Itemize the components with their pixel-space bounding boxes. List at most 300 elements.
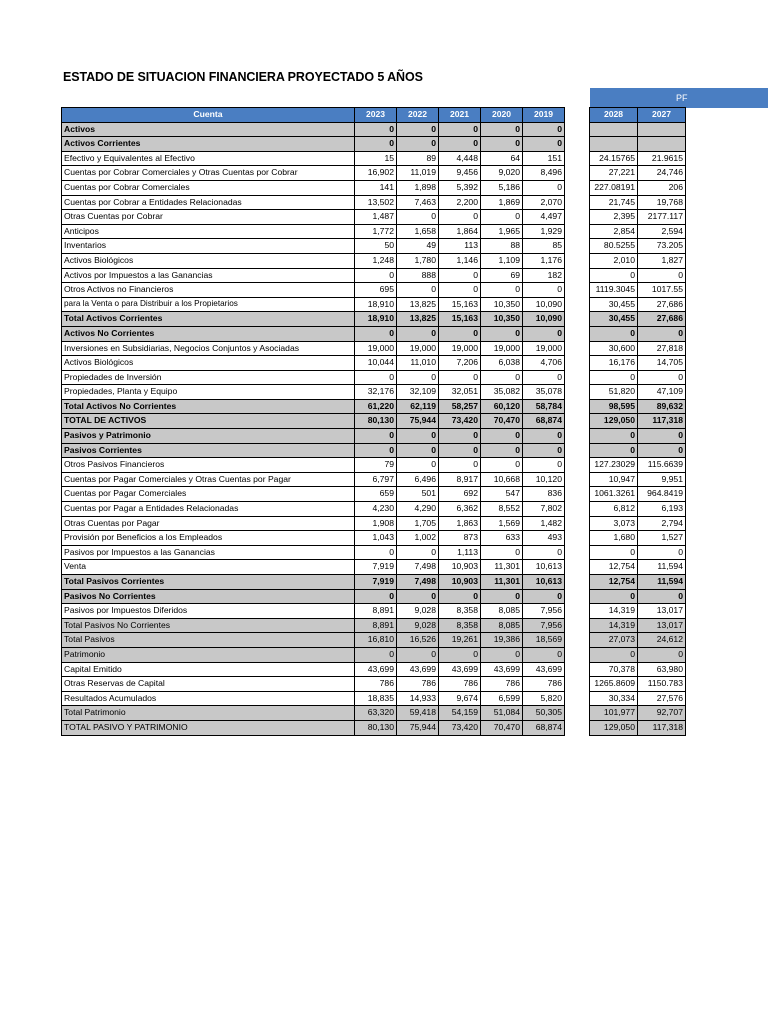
value-cell-2020[interactable]: 9,020 (481, 166, 523, 181)
projection-cell-2027[interactable]: 14,705 (638, 356, 686, 371)
value-cell-2020[interactable]: 786 (481, 677, 523, 692)
value-cell-2023[interactable]: 695 (355, 283, 397, 298)
value-cell-2019[interactable]: 85 (523, 239, 565, 254)
value-cell-2023[interactable]: 0 (355, 443, 397, 458)
value-cell-2020[interactable]: 1,965 (481, 224, 523, 239)
account-label-cell[interactable]: Pasivos y Patrimonio (62, 429, 355, 444)
value-cell-2021[interactable]: 8,358 (439, 618, 481, 633)
value-cell-2020[interactable]: 8,552 (481, 502, 523, 517)
value-cell-2019[interactable]: 0 (523, 137, 565, 152)
projection-cell-2027[interactable]: 92,707 (638, 706, 686, 721)
value-cell-2023[interactable]: 79 (355, 458, 397, 473)
projection-cell-2027[interactable]: 27,576 (638, 691, 686, 706)
value-cell-2023[interactable]: 1,908 (355, 516, 397, 531)
value-cell-2019[interactable]: 0 (523, 443, 565, 458)
projection-cell-2028[interactable]: 51,820 (590, 385, 638, 400)
value-cell-2023[interactable]: 80,130 (355, 720, 397, 735)
projection-cell-2028[interactable]: 0 (590, 443, 638, 458)
value-cell-2023[interactable]: 0 (355, 268, 397, 283)
projection-cell-2027[interactable]: 0 (638, 429, 686, 444)
value-cell-2020[interactable]: 633 (481, 531, 523, 546)
value-cell-2019[interactable]: 151 (523, 151, 565, 166)
projection-cell-2028[interactable]: 1061.3261 (590, 487, 638, 502)
value-cell-2021[interactable]: 6,362 (439, 502, 481, 517)
projection-cell-2027[interactable]: 24,746 (638, 166, 686, 181)
projection-cell-2028[interactable]: 30,455 (590, 297, 638, 312)
value-cell-2022[interactable]: 0 (397, 210, 439, 225)
projection-cell-2027[interactable]: 13,017 (638, 618, 686, 633)
value-cell-2021[interactable]: 8,358 (439, 604, 481, 619)
account-label-cell[interactable]: Activos No Corrientes (62, 326, 355, 341)
account-label-cell[interactable]: Total Pasivos (62, 633, 355, 648)
projection-cell-2028[interactable]: 1,680 (590, 531, 638, 546)
value-cell-2020[interactable]: 0 (481, 370, 523, 385)
projection-cell-2028[interactable]: 0 (590, 268, 638, 283)
value-cell-2021[interactable]: 0 (439, 283, 481, 298)
projection-cell-2028[interactable]: 129,050 (590, 414, 638, 429)
value-cell-2020[interactable]: 19,386 (481, 633, 523, 648)
value-cell-2020[interactable]: 43,699 (481, 662, 523, 677)
value-cell-2019[interactable]: 4,497 (523, 210, 565, 225)
projection-cell-2027[interactable]: 89,632 (638, 399, 686, 414)
projection-cell-2027[interactable]: 0 (638, 370, 686, 385)
projection-cell-2027[interactable]: 0 (638, 268, 686, 283)
value-cell-2022[interactable]: 1,658 (397, 224, 439, 239)
projection-cell-2027[interactable]: 73.205 (638, 239, 686, 254)
value-cell-2020[interactable]: 0 (481, 122, 523, 137)
header-account[interactable]: Cuenta (62, 108, 355, 123)
header-year[interactable]: 2022 (397, 108, 439, 123)
value-cell-2023[interactable]: 0 (355, 429, 397, 444)
account-label-cell[interactable]: Activos Corrientes (62, 137, 355, 152)
value-cell-2019[interactable]: 43,699 (523, 662, 565, 677)
account-label-cell[interactable]: Cuentas por Cobrar a Entidades Relacionadas (62, 195, 355, 210)
value-cell-2021[interactable]: 0 (439, 370, 481, 385)
value-cell-2019[interactable]: 8,496 (523, 166, 565, 181)
account-label-cell[interactable]: Pasivos Corrientes (62, 443, 355, 458)
value-cell-2022[interactable]: 1,705 (397, 516, 439, 531)
projection-cell-2027[interactable]: 117,318 (638, 414, 686, 429)
value-cell-2021[interactable]: 73,420 (439, 414, 481, 429)
projection-cell-2028[interactable]: 127.23029 (590, 458, 638, 473)
value-cell-2022[interactable]: 501 (397, 487, 439, 502)
projection-cell-2028[interactable]: 70,378 (590, 662, 638, 677)
projection-cell-2028[interactable]: 98,595 (590, 399, 638, 414)
value-cell-2023[interactable]: 43,699 (355, 662, 397, 677)
value-cell-2021[interactable]: 8,917 (439, 472, 481, 487)
value-cell-2022[interactable]: 7,498 (397, 560, 439, 575)
value-cell-2022[interactable]: 0 (397, 589, 439, 604)
value-cell-2021[interactable]: 58,257 (439, 399, 481, 414)
value-cell-2023[interactable]: 18,910 (355, 297, 397, 312)
value-cell-2020[interactable]: 0 (481, 429, 523, 444)
value-cell-2021[interactable]: 43,699 (439, 662, 481, 677)
value-cell-2023[interactable]: 8,891 (355, 618, 397, 633)
value-cell-2023[interactable]: 7,919 (355, 560, 397, 575)
value-cell-2022[interactable]: 11,010 (397, 356, 439, 371)
value-cell-2021[interactable]: 73,420 (439, 720, 481, 735)
value-cell-2020[interactable]: 35,082 (481, 385, 523, 400)
projection-cell-2027[interactable]: 27,686 (638, 312, 686, 327)
value-cell-2023[interactable]: 786 (355, 677, 397, 692)
value-cell-2019[interactable]: 0 (523, 458, 565, 473)
account-label-cell[interactable]: Propiedades de Inversión (62, 370, 355, 385)
value-cell-2020[interactable]: 0 (481, 647, 523, 662)
value-cell-2019[interactable]: 35,078 (523, 385, 565, 400)
projection-cell-2028[interactable]: 101,977 (590, 706, 638, 721)
value-cell-2020[interactable]: 0 (481, 283, 523, 298)
value-cell-2022[interactable]: 7,498 (397, 575, 439, 590)
value-cell-2020[interactable]: 0 (481, 458, 523, 473)
value-cell-2023[interactable]: 16,902 (355, 166, 397, 181)
value-cell-2023[interactable]: 16,810 (355, 633, 397, 648)
value-cell-2022[interactable]: 7,463 (397, 195, 439, 210)
value-cell-2023[interactable]: 6,797 (355, 472, 397, 487)
value-cell-2019[interactable]: 18,569 (523, 633, 565, 648)
account-label-cell[interactable]: Venta (62, 560, 355, 575)
projection-cell-2028[interactable]: 6,812 (590, 502, 638, 517)
value-cell-2020[interactable]: 547 (481, 487, 523, 502)
value-cell-2022[interactable]: 786 (397, 677, 439, 692)
value-cell-2021[interactable]: 0 (439, 458, 481, 473)
projection-cell-2027[interactable] (638, 122, 686, 137)
projection-cell-2028[interactable]: 1119.3045 (590, 283, 638, 298)
projection-cell-2028[interactable]: 3,073 (590, 516, 638, 531)
value-cell-2023[interactable]: 63,320 (355, 706, 397, 721)
value-cell-2021[interactable]: 0 (439, 589, 481, 604)
value-cell-2020[interactable]: 11,301 (481, 575, 523, 590)
value-cell-2020[interactable]: 70,470 (481, 720, 523, 735)
value-cell-2021[interactable]: 15,163 (439, 312, 481, 327)
value-cell-2022[interactable]: 0 (397, 443, 439, 458)
value-cell-2020[interactable]: 1,569 (481, 516, 523, 531)
value-cell-2023[interactable]: 0 (355, 647, 397, 662)
value-cell-2022[interactable]: 75,944 (397, 414, 439, 429)
value-cell-2023[interactable]: 18,910 (355, 312, 397, 327)
value-cell-2020[interactable]: 19,000 (481, 341, 523, 356)
value-cell-2021[interactable]: 9,674 (439, 691, 481, 706)
value-cell-2020[interactable]: 1,869 (481, 195, 523, 210)
value-cell-2021[interactable]: 113 (439, 239, 481, 254)
projection-cell-2027[interactable]: 13,017 (638, 604, 686, 619)
projection-cell-2027[interactable]: 63,980 (638, 662, 686, 677)
value-cell-2023[interactable]: 50 (355, 239, 397, 254)
value-cell-2021[interactable]: 873 (439, 531, 481, 546)
value-cell-2022[interactable]: 13,825 (397, 312, 439, 327)
account-label-cell[interactable]: Propiedades, Planta y Equipo (62, 385, 355, 400)
account-label-cell[interactable]: Otras Cuentas por Pagar (62, 516, 355, 531)
projection-cell-2027[interactable]: 2177.117 (638, 210, 686, 225)
value-cell-2023[interactable]: 61,220 (355, 399, 397, 414)
value-cell-2020[interactable]: 0 (481, 443, 523, 458)
value-cell-2022[interactable]: 0 (397, 545, 439, 560)
value-cell-2020[interactable]: 10,350 (481, 297, 523, 312)
value-cell-2023[interactable]: 0 (355, 137, 397, 152)
account-label-cell[interactable]: Total Activos No Corrientes (62, 399, 355, 414)
value-cell-2022[interactable]: 59,418 (397, 706, 439, 721)
projection-cell-2028[interactable]: 30,600 (590, 341, 638, 356)
account-label-cell[interactable]: Pasivos por Impuestos Diferidos (62, 604, 355, 619)
account-label-cell[interactable]: Inventarios (62, 239, 355, 254)
value-cell-2020[interactable]: 0 (481, 589, 523, 604)
projection-cell-2028[interactable]: 12,754 (590, 560, 638, 575)
projection-cell-2028[interactable]: 0 (590, 589, 638, 604)
value-cell-2019[interactable]: 10,120 (523, 472, 565, 487)
projection-cell-2028[interactable]: 2,854 (590, 224, 638, 239)
account-label-cell[interactable]: Total Pasivos No Corrientes (62, 618, 355, 633)
value-cell-2020[interactable]: 10,668 (481, 472, 523, 487)
projection-cell-2028[interactable]: 12,754 (590, 575, 638, 590)
value-cell-2023[interactable]: 1,248 (355, 253, 397, 268)
value-cell-2021[interactable]: 1,863 (439, 516, 481, 531)
account-label-cell[interactable]: Pasivos por Impuestos a las Ganancias (62, 545, 355, 560)
value-cell-2020[interactable]: 1,109 (481, 253, 523, 268)
projection-cell-2027[interactable]: 47,109 (638, 385, 686, 400)
value-cell-2022[interactable]: 6,496 (397, 472, 439, 487)
value-cell-2023[interactable]: 10,044 (355, 356, 397, 371)
value-cell-2021[interactable]: 4,448 (439, 151, 481, 166)
value-cell-2021[interactable]: 0 (439, 210, 481, 225)
projection-cell-2027[interactable]: 0 (638, 326, 686, 341)
account-label-cell[interactable]: Provisión por Beneficios a los Empleados (62, 531, 355, 546)
value-cell-2019[interactable]: 7,802 (523, 502, 565, 517)
projection-cell-2027[interactable]: 2,594 (638, 224, 686, 239)
value-cell-2021[interactable]: 10,903 (439, 560, 481, 575)
projection-cell-2028[interactable]: 14,319 (590, 618, 638, 633)
value-cell-2022[interactable]: 0 (397, 283, 439, 298)
value-cell-2022[interactable]: 4,290 (397, 502, 439, 517)
value-cell-2019[interactable]: 10,613 (523, 575, 565, 590)
value-cell-2022[interactable]: 0 (397, 370, 439, 385)
account-label-cell[interactable]: Pasivos No Corrientes (62, 589, 355, 604)
value-cell-2019[interactable]: 68,874 (523, 414, 565, 429)
projection-cell-2027[interactable]: 115.6639 (638, 458, 686, 473)
value-cell-2020[interactable]: 11,301 (481, 560, 523, 575)
value-cell-2021[interactable]: 0 (439, 137, 481, 152)
value-cell-2021[interactable]: 0 (439, 443, 481, 458)
projection-cell-2027[interactable]: 27,818 (638, 341, 686, 356)
value-cell-2020[interactable]: 6,599 (481, 691, 523, 706)
value-cell-2021[interactable]: 0 (439, 429, 481, 444)
projection-cell-2027[interactable]: 0 (638, 647, 686, 662)
account-label-cell[interactable]: Efectivo y Equivalentes al Efectivo (62, 151, 355, 166)
value-cell-2022[interactable]: 1,780 (397, 253, 439, 268)
account-label-cell[interactable]: Total Pasivos Corrientes (62, 575, 355, 590)
value-cell-2019[interactable]: 836 (523, 487, 565, 502)
value-cell-2019[interactable]: 2,070 (523, 195, 565, 210)
value-cell-2022[interactable]: 16,526 (397, 633, 439, 648)
account-label-cell[interactable]: Resultados Acumulados (62, 691, 355, 706)
value-cell-2021[interactable]: 1,146 (439, 253, 481, 268)
value-cell-2023[interactable]: 0 (355, 370, 397, 385)
projection-cell-2028[interactable]: 14,319 (590, 604, 638, 619)
value-cell-2021[interactable]: 5,392 (439, 180, 481, 195)
projection-cell-2028[interactable]: 21,745 (590, 195, 638, 210)
value-cell-2020[interactable]: 64 (481, 151, 523, 166)
value-cell-2021[interactable]: 9,456 (439, 166, 481, 181)
value-cell-2023[interactable]: 0 (355, 122, 397, 137)
value-cell-2021[interactable]: 2,200 (439, 195, 481, 210)
value-cell-2022[interactable]: 49 (397, 239, 439, 254)
account-label-cell[interactable]: Activos por Impuestos a las Ganancias (62, 268, 355, 283)
projection-cell-2028[interactable]: 0 (590, 647, 638, 662)
value-cell-2019[interactable]: 1,929 (523, 224, 565, 239)
value-cell-2023[interactable]: 8,891 (355, 604, 397, 619)
value-cell-2022[interactable]: 11,019 (397, 166, 439, 181)
account-label-cell[interactable] (62, 297, 355, 312)
value-cell-2023[interactable]: 80,130 (355, 414, 397, 429)
projection-cell-2027[interactable]: 117,318 (638, 720, 686, 735)
value-cell-2023[interactable]: 4,230 (355, 502, 397, 517)
value-cell-2020[interactable]: 70,470 (481, 414, 523, 429)
account-label-cell[interactable]: Patrimonio (62, 647, 355, 662)
value-cell-2022[interactable]: 14,933 (397, 691, 439, 706)
account-label-cell[interactable]: Anticipos (62, 224, 355, 239)
account-label-cell[interactable]: Inversiones en Subsidiarias, Negocios Conjuntos y Asociadas (62, 341, 355, 356)
value-cell-2019[interactable]: 68,874 (523, 720, 565, 735)
value-cell-2019[interactable]: 7,956 (523, 618, 565, 633)
value-cell-2019[interactable]: 0 (523, 326, 565, 341)
value-cell-2021[interactable]: 1,864 (439, 224, 481, 239)
header-year[interactable]: 2019 (523, 108, 565, 123)
projection-cell-2028[interactable]: 27,221 (590, 166, 638, 181)
header-year[interactable]: 2020 (481, 108, 523, 123)
projection-cell-2027[interactable]: 0 (638, 545, 686, 560)
value-cell-2021[interactable]: 19,000 (439, 341, 481, 356)
value-cell-2023[interactable]: 1,487 (355, 210, 397, 225)
account-label-cell[interactable]: Total Patrimonio (62, 706, 355, 721)
projection-cell-2028[interactable]: 27,073 (590, 633, 638, 648)
projection-cell-2027[interactable]: 24,612 (638, 633, 686, 648)
value-cell-2019[interactable]: 0 (523, 122, 565, 137)
projection-cell-2027[interactable]: 1017.55 (638, 283, 686, 298)
value-cell-2023[interactable]: 1,043 (355, 531, 397, 546)
value-cell-2019[interactable]: 0 (523, 647, 565, 662)
value-cell-2022[interactable]: 0 (397, 429, 439, 444)
value-cell-2019[interactable]: 493 (523, 531, 565, 546)
value-cell-2020[interactable]: 69 (481, 268, 523, 283)
value-cell-2023[interactable]: 15 (355, 151, 397, 166)
value-cell-2022[interactable]: 888 (397, 268, 439, 283)
header-proj-year[interactable]: 2027 (638, 108, 686, 123)
projection-cell-2028[interactable]: 2,395 (590, 210, 638, 225)
value-cell-2019[interactable]: 10,090 (523, 297, 565, 312)
value-cell-2019[interactable]: 1,482 (523, 516, 565, 531)
value-cell-2023[interactable]: 0 (355, 589, 397, 604)
value-cell-2022[interactable]: 13,825 (397, 297, 439, 312)
account-label-cell[interactable]: Total Activos Corrientes (62, 312, 355, 327)
value-cell-2019[interactable]: 182 (523, 268, 565, 283)
value-cell-2023[interactable]: 0 (355, 326, 397, 341)
value-cell-2019[interactable]: 10,090 (523, 312, 565, 327)
account-label-cell[interactable]: Cuentas por Cobrar Comerciales (62, 180, 355, 195)
value-cell-2023[interactable]: 1,772 (355, 224, 397, 239)
value-cell-2019[interactable]: 0 (523, 370, 565, 385)
account-label-cell[interactable]: TOTAL DE ACTIVOS (62, 414, 355, 429)
value-cell-2021[interactable]: 7,206 (439, 356, 481, 371)
account-label-cell[interactable]: Capital Emitido (62, 662, 355, 677)
projection-cell-2028[interactable]: 0 (590, 545, 638, 560)
value-cell-2021[interactable]: 0 (439, 647, 481, 662)
projection-cell-2027[interactable]: 2,794 (638, 516, 686, 531)
projection-cell-2027[interactable]: 0 (638, 589, 686, 604)
value-cell-2020[interactable]: 8,085 (481, 618, 523, 633)
header-year[interactable]: 2021 (439, 108, 481, 123)
value-cell-2023[interactable]: 19,000 (355, 341, 397, 356)
value-cell-2022[interactable]: 75,944 (397, 720, 439, 735)
value-cell-2020[interactable]: 0 (481, 326, 523, 341)
projection-cell-2028[interactable]: 0 (590, 429, 638, 444)
projection-cell-2028[interactable]: 227.08191 (590, 180, 638, 195)
header-proj-year[interactable]: 2028 (590, 108, 638, 123)
value-cell-2020[interactable]: 0 (481, 545, 523, 560)
value-cell-2022[interactable]: 19,000 (397, 341, 439, 356)
value-cell-2021[interactable]: 15,163 (439, 297, 481, 312)
value-cell-2021[interactable]: 0 (439, 122, 481, 137)
value-cell-2023[interactable]: 18,835 (355, 691, 397, 706)
account-label-cell[interactable]: Cuentas por Pagar Comerciales (62, 487, 355, 502)
account-label-cell[interactable]: Otras Cuentas por Cobrar (62, 210, 355, 225)
value-cell-2019[interactable]: 10,613 (523, 560, 565, 575)
value-cell-2022[interactable]: 1,898 (397, 180, 439, 195)
projection-cell-2028[interactable]: 24.15765 (590, 151, 638, 166)
value-cell-2019[interactable]: 58,784 (523, 399, 565, 414)
value-cell-2021[interactable]: 786 (439, 677, 481, 692)
value-cell-2020[interactable]: 5,186 (481, 180, 523, 195)
value-cell-2022[interactable]: 89 (397, 151, 439, 166)
account-label-cell[interactable]: TOTAL PASIVO Y PATRIMONIO (62, 720, 355, 735)
projection-cell-2028[interactable]: 80.5255 (590, 239, 638, 254)
value-cell-2022[interactable]: 9,028 (397, 618, 439, 633)
projection-cell-2027[interactable]: 0 (638, 443, 686, 458)
projection-cell-2027[interactable]: 1,827 (638, 253, 686, 268)
value-cell-2019[interactable]: 19,000 (523, 341, 565, 356)
value-cell-2019[interactable]: 0 (523, 180, 565, 195)
value-cell-2022[interactable]: 43,699 (397, 662, 439, 677)
value-cell-2020[interactable]: 60,120 (481, 399, 523, 414)
projection-cell-2028[interactable]: 10,947 (590, 472, 638, 487)
projection-cell-2028[interactable]: 129,050 (590, 720, 638, 735)
value-cell-2021[interactable]: 19,261 (439, 633, 481, 648)
header-year[interactable]: 2023 (355, 108, 397, 123)
account-label-cell[interactable]: Activos Biológicos (62, 356, 355, 371)
value-cell-2019[interactable]: 0 (523, 429, 565, 444)
value-cell-2021[interactable]: 54,159 (439, 706, 481, 721)
value-cell-2022[interactable]: 0 (397, 647, 439, 662)
projection-cell-2028[interactable]: 30,334 (590, 691, 638, 706)
projection-cell-2027[interactable]: 21.9615 (638, 151, 686, 166)
value-cell-2019[interactable]: 1,176 (523, 253, 565, 268)
value-cell-2019[interactable]: 7,956 (523, 604, 565, 619)
projection-cell-2028[interactable]: 0 (590, 370, 638, 385)
value-cell-2023[interactable]: 32,176 (355, 385, 397, 400)
projection-cell-2027[interactable] (638, 137, 686, 152)
value-cell-2022[interactable]: 0 (397, 137, 439, 152)
value-cell-2022[interactable]: 32,109 (397, 385, 439, 400)
projection-cell-2028[interactable] (590, 137, 638, 152)
value-cell-2019[interactable]: 0 (523, 545, 565, 560)
projection-cell-2027[interactable]: 1,527 (638, 531, 686, 546)
value-cell-2020[interactable]: 88 (481, 239, 523, 254)
account-label-cell[interactable]: Otras Reservas de Capital (62, 677, 355, 692)
projection-cell-2028[interactable] (590, 122, 638, 137)
value-cell-2022[interactable]: 62,119 (397, 399, 439, 414)
value-cell-2022[interactable]: 0 (397, 122, 439, 137)
account-label-cell[interactable]: Cuentas por Pagar Comerciales y Otras Cuentas por Pagar (62, 472, 355, 487)
value-cell-2019[interactable]: 5,820 (523, 691, 565, 706)
value-cell-2023[interactable]: 141 (355, 180, 397, 195)
value-cell-2023[interactable]: 0 (355, 545, 397, 560)
